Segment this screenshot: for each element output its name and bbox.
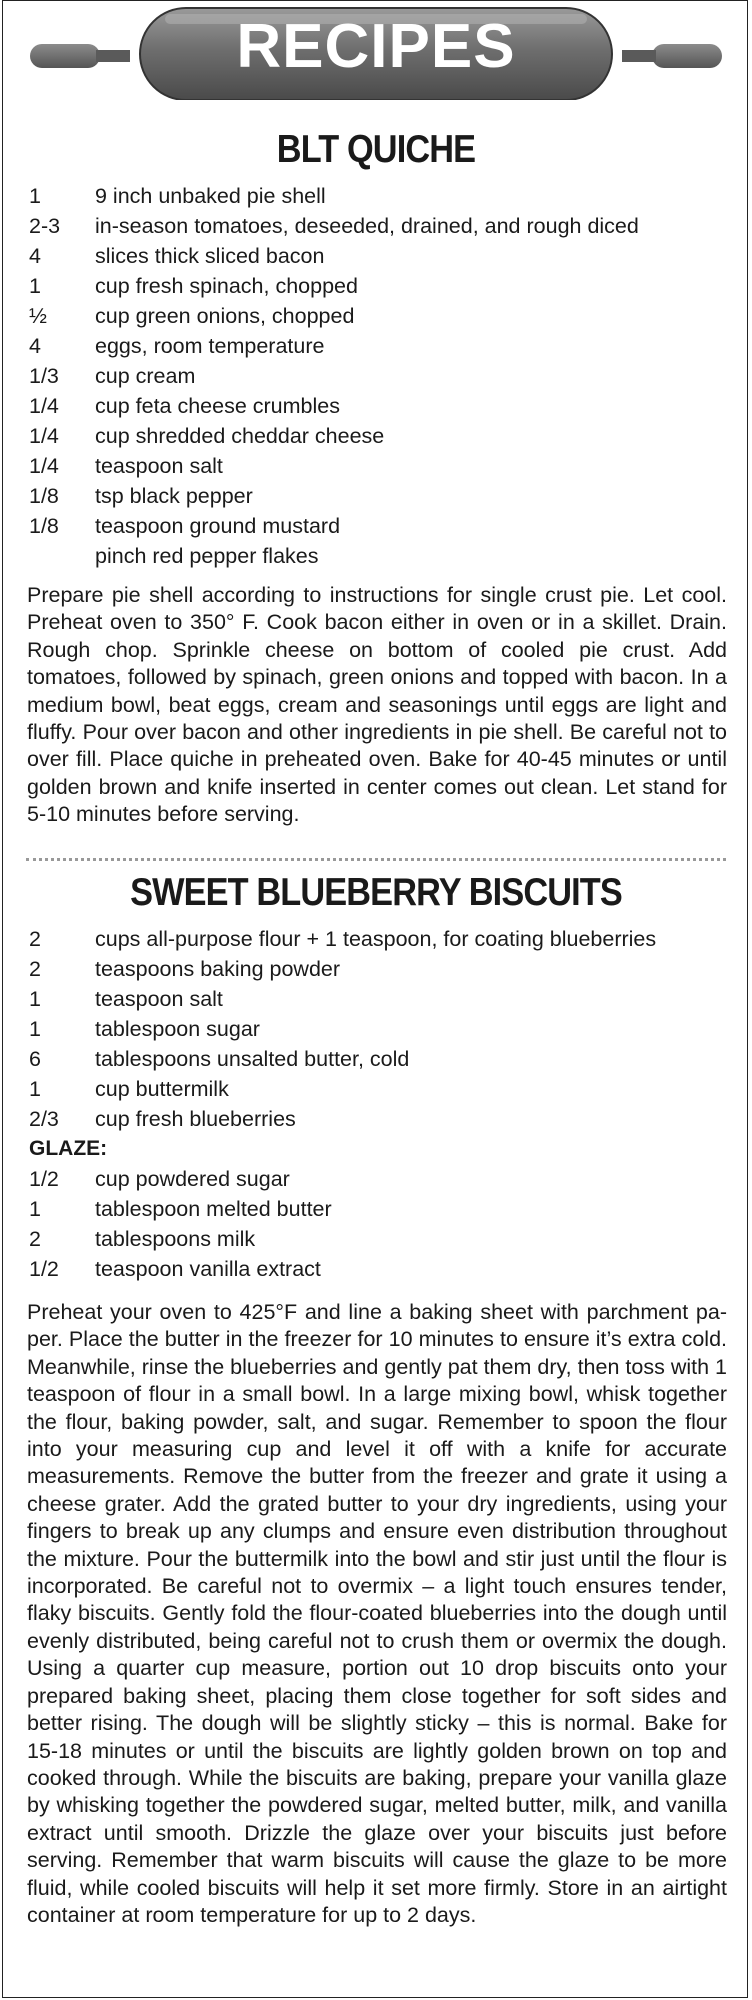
ingredient-row [29,271,729,301]
ingredient-row [29,1224,729,1254]
ingredient-qty: 1/4 [29,394,59,418]
ingredient-item: tsp black pepper [95,484,253,508]
directions-blueberry-biscuits: Preheat your oven to 425°F and line a baking sheet with parchment paper. Place the butter in the freezer for 10 minutes to ensure it’s extra cold. Meanwhile, rinse the blueberries and gently pat them dry, then toss with 1 teaspoon of flour in a small bowl. In a large mixing bowl, whisk together the flour, baking powder, salt, and sugar. Remember to spoon the flour into your measuring cup and level it off with a knife for accurate measurements. Remove the butter from the freezer and grate it using a cheese grater. Add the grated butter to your dry ingredients, using your fingers to break up any clumps and ensure even distribution throughout the mixture. Pour the buttermilk into the bowl and stir just until the flour is incorporated. Be careful not to overmix – a light touch ensures tender, flaky biscuits. Gently fold the flour-coated blueberries into the dough until evenly distributed, being careful not to crush them or overmix the dough. Using a quarter cup measure, portion out 10 drop biscuits onto your prepared baking sheet, placing them close together for soft sides and better rising. The dough will be slightly sticky – this is normal. Bake for 15-18 minutes or until the biscuits are lightly golden brown on top and cooked through. While the biscuits are baking, prepare your vanilla glaze by whisking together the powdered sugar, melted butter, milk, and vanilla extract until smooth. Drizzle the glaze over your biscuits just before serving. Remember that warm biscuits will cause the glaze to be more fluid, while cooled biscuits will help it set more firmly. Store in an airtight container at room temperature for up to 2 days. [27,1300,727,1927]
ingredient-item: slices thick sliced bacon [95,244,325,268]
ingredient-qty: 1/4 [29,454,59,478]
ingredient-qty: 6 [29,1047,41,1071]
ingredient-row [29,511,729,541]
ingredient-list-blueberry-biscuits [29,924,729,1284]
ingredient-item: cup green onions, chopped [95,304,355,328]
ingredient-item: tablespoons unsalted butter, cold [95,1047,410,1071]
ingredient-row [29,1194,729,1224]
ingredient-qty: 2 [29,957,41,981]
ingredient-item: teaspoon salt [95,987,223,1011]
ingredient-item: cup cream [95,364,196,388]
ingredient-row [29,541,729,571]
ingredient-qty: 1 [29,987,41,1011]
ingredient-item: tablespoon sugar [95,1017,260,1041]
ingredient-item: cup feta cheese crumbles [95,394,340,418]
ingredient-row [29,1164,729,1194]
ingredient-qty: 1/2 [29,1167,59,1191]
ingredient-row [29,1074,729,1104]
ingredient-row [29,361,729,391]
ingredient-row [29,301,729,331]
ingredient-item: cup fresh blueberries [95,1107,296,1131]
ingredient-qty: 1 [29,184,41,208]
ingredient-item: cup shredded cheddar cheese [95,424,385,448]
ingredient-row [29,241,729,271]
banner-title: RECIPES [236,12,516,81]
ingredient-row [29,984,729,1014]
ingredient-item: cup fresh spinach, chopped [95,274,358,298]
ingredient-row [29,181,729,211]
section-divider [26,858,726,861]
ingredient-qty: 1/8 [29,484,59,508]
ingredient-item: pinch red pepper flakes [95,544,319,568]
ingredient-qty: 4 [29,244,41,268]
ingredient-qty: 2 [29,1227,41,1251]
ingredient-row [29,924,729,954]
ingredient-qty: 2 [29,927,41,951]
ingredient-item: teaspoon vanilla extract [95,1257,321,1281]
ingredient-qty: 1 [29,274,41,298]
ingredient-item: tablespoons milk [95,1227,256,1251]
ingredient-item: teaspoons baking powder [95,957,341,981]
ingredient-row [29,451,729,481]
ingredient-qty: 1 [29,1077,41,1101]
ingredient-qty: 1/3 [29,364,59,388]
ingredient-row [29,1014,729,1044]
ingredient-item: cup powdered sugar [95,1167,290,1191]
ingredient-qty: 2-3 [29,214,61,238]
ingredient-item: eggs, room temperature [95,334,325,358]
ingredient-item: teaspoon salt [95,454,223,478]
ingredient-qty: ½ [29,304,47,328]
ingredient-row [29,481,729,511]
ingredient-row [29,331,729,361]
recipe-title-blt-quiche: BLT QUICHE [276,128,476,171]
ingredient-row [29,1254,729,1284]
ingredient-qty: 1/2 [29,1257,59,1281]
ingredient-item: in-season tomatoes, deseeded, drained, and rough diced [95,214,639,238]
ingredient-qty: 2/3 [29,1107,59,1131]
ingredient-item: 9 inch unbaked pie shell [95,184,326,208]
recipes-banner [0,0,752,100]
ingredient-list-blt-quiche [29,181,729,571]
ingredient-qty: 1 [29,1197,41,1221]
ingredient-item: tablespoon melted butter [95,1197,332,1221]
glaze-heading: GLAZE: [29,1137,108,1160]
ingredient-row [29,211,729,241]
ingredient-qty: 1/8 [29,514,59,538]
ingredient-row [29,391,729,421]
ingredient-qty: 1 [29,1017,41,1041]
recipe-title-blueberry-biscuits: SWEET BLUEBERRY BISCUITS [130,871,622,914]
ingredient-row [29,1044,729,1074]
ingredient-qty: 4 [29,334,41,358]
directions-blt-quiche: Prepare pie shell according to instructions for single crust pie. Let cool. Preheat oven to 350° F. Cook bacon either in oven or in a skillet. Drain. Rough chop. Sprinkle cheese on bottom of cooled pie crust. Add tomatoes, followed by spinach, green onions and topped with bacon. In a medium bowl, beat eggs, cream and seasonings until eggs are light and fluffy. Pour over bacon and other ingredients in pie shell. Be careful not to over fill. Place quiche in preheated oven. Bake for 40-45 minutes or until golden brown and knife inserted in center comes out clean. Let stand for 5-10 minutes before serving. [27,583,727,827]
ingredient-qty: 1/4 [29,424,59,448]
ingredient-row [29,954,729,984]
ingredient-item: cups all-purpose flour + 1 teaspoon, for coating blueberries [95,927,657,951]
ingredient-item: teaspoon ground mustard [95,514,341,538]
ingredient-row [29,421,729,451]
ingredient-row [29,1104,729,1134]
ingredient-item: cup buttermilk [95,1077,229,1101]
